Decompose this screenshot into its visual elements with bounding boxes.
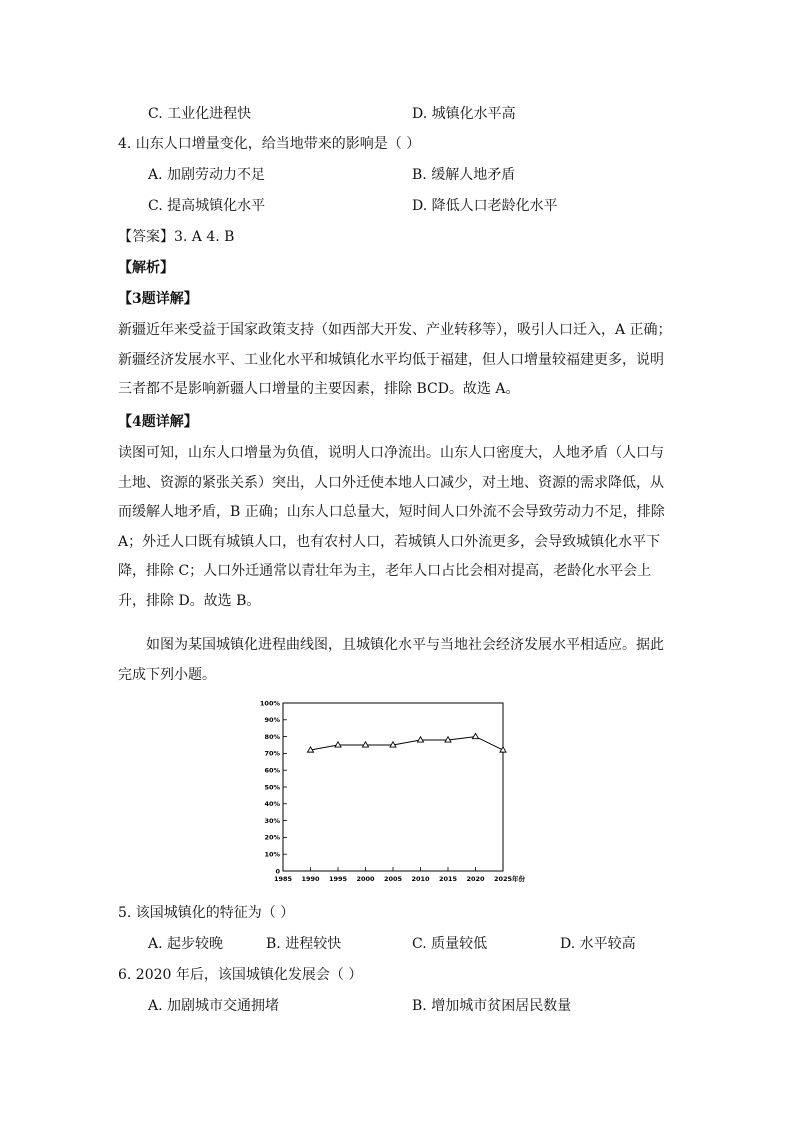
data-point-triangle: [362, 742, 368, 747]
q5-stem: 5. 该国城镇化的特征为（ ）: [118, 905, 295, 921]
x-tick-label: 2000: [356, 875, 375, 883]
q3-detail-body: 新疆近年来受益于国家政策支持（如西部大开发、产业转移等），吸引人口迁入，A 正确；新疆经济发展水平、工业化水平和城镇化水平均低于福建，但人口增量较福建更多，说明三者都不是影响新疆人口增量的主要因素，排除 BCD。故选 A。: [118, 322, 672, 397]
y-tick-label: 0: [275, 867, 280, 876]
x-tick-label: 1985: [273, 875, 293, 883]
q3-option-c: C. 工业化进程快: [148, 106, 252, 122]
q4-option-a: A. 加剧劳动力不足: [148, 167, 266, 183]
q6-option-b: B. 增加城市贫困居民数量: [412, 998, 572, 1014]
x-tick-label: 1995: [328, 875, 348, 883]
y-tick-label: 10%: [264, 850, 280, 859]
q4-option-d: D. 降低人口老龄化水平: [412, 198, 558, 214]
x-tick-label: 2005: [383, 875, 403, 883]
data-point-triangle: [335, 742, 341, 747]
x-tick-label: 2025: [493, 875, 513, 883]
q4-option-b: B. 缓解人地矛盾: [412, 167, 516, 183]
y-tick-label: 20%: [264, 833, 280, 842]
q3-option-d: D. 城镇化水平高: [412, 106, 516, 122]
q5-option-a: A. 起步较晚: [148, 936, 224, 952]
q6-stem: 6. 2020 年后，该国城镇化发展会（ ）: [118, 967, 363, 983]
y-tick-label: 100%: [259, 699, 280, 708]
q4-option-c: C. 提高城镇化水平: [148, 198, 266, 214]
x-tick-label: 1990: [301, 875, 320, 883]
y-tick-label: 80%: [264, 732, 280, 741]
chart-intro: 如图为某国城镇化进程曲线图，且城镇化水平与当地社会经济发展水平相适应。据此完成下列小题。: [118, 637, 664, 683]
q3-detail-title: 【3题详解】: [118, 291, 198, 307]
q5-option-b: B. 进程较快: [266, 936, 342, 952]
data-point-triangle: [472, 733, 478, 738]
x-tick-label: 2020: [466, 875, 485, 883]
y-tick-label: 90%: [264, 716, 280, 725]
y-tick-label: 70%: [264, 749, 280, 758]
y-tick-label: 50%: [264, 783, 280, 792]
analysis-title: 【解析】: [118, 260, 174, 276]
y-tick-label: 30%: [264, 816, 280, 825]
x-axis-unit: 年份: [512, 875, 525, 883]
answer-line: 【答案】3. A 4. B: [118, 229, 235, 245]
q4-stem: 4. 山东人口增量变化，给当地带来的影响是（ ）: [118, 136, 421, 152]
data-point-triangle: [417, 737, 423, 742]
q4-detail-title: 【4题详解】: [118, 414, 198, 430]
urbanization-line-chart: [255, 695, 525, 890]
y-tick-label: 60%: [264, 766, 280, 775]
x-tick-label: 2015: [438, 875, 458, 883]
x-tick-label: 2010: [411, 875, 430, 883]
y-tick-label: 40%: [264, 800, 280, 809]
plot-frame: [283, 703, 503, 871]
q4-detail-body: 读图可知，山东人口增量为负值，说明人口净流出。山东人口密度大，人地矛盾（人口与土地、资源的紧张关系）突出，人口外迁使本地人口减少，对土地、资源的需求降低，从而缓解人地矛盾，B 正确；山东人口总量大，短时间人口外流不会导致劳动力不足，排除 A；外迁人口既有城镇人口，也有农村人口，若城镇人口外流更多，会导致城镇化水平下降，排除 C；人口外迁通常以青壮年为主，老年人口占比会相对提高，老龄化水平会上升，排除 D。故选 B。: [118, 445, 665, 609]
q6-option-a: A. 加剧城市交通拥堵: [148, 998, 280, 1014]
q5-option-d: D. 水平较高: [560, 936, 636, 952]
q5-option-c: C. 质量较低: [412, 936, 488, 952]
